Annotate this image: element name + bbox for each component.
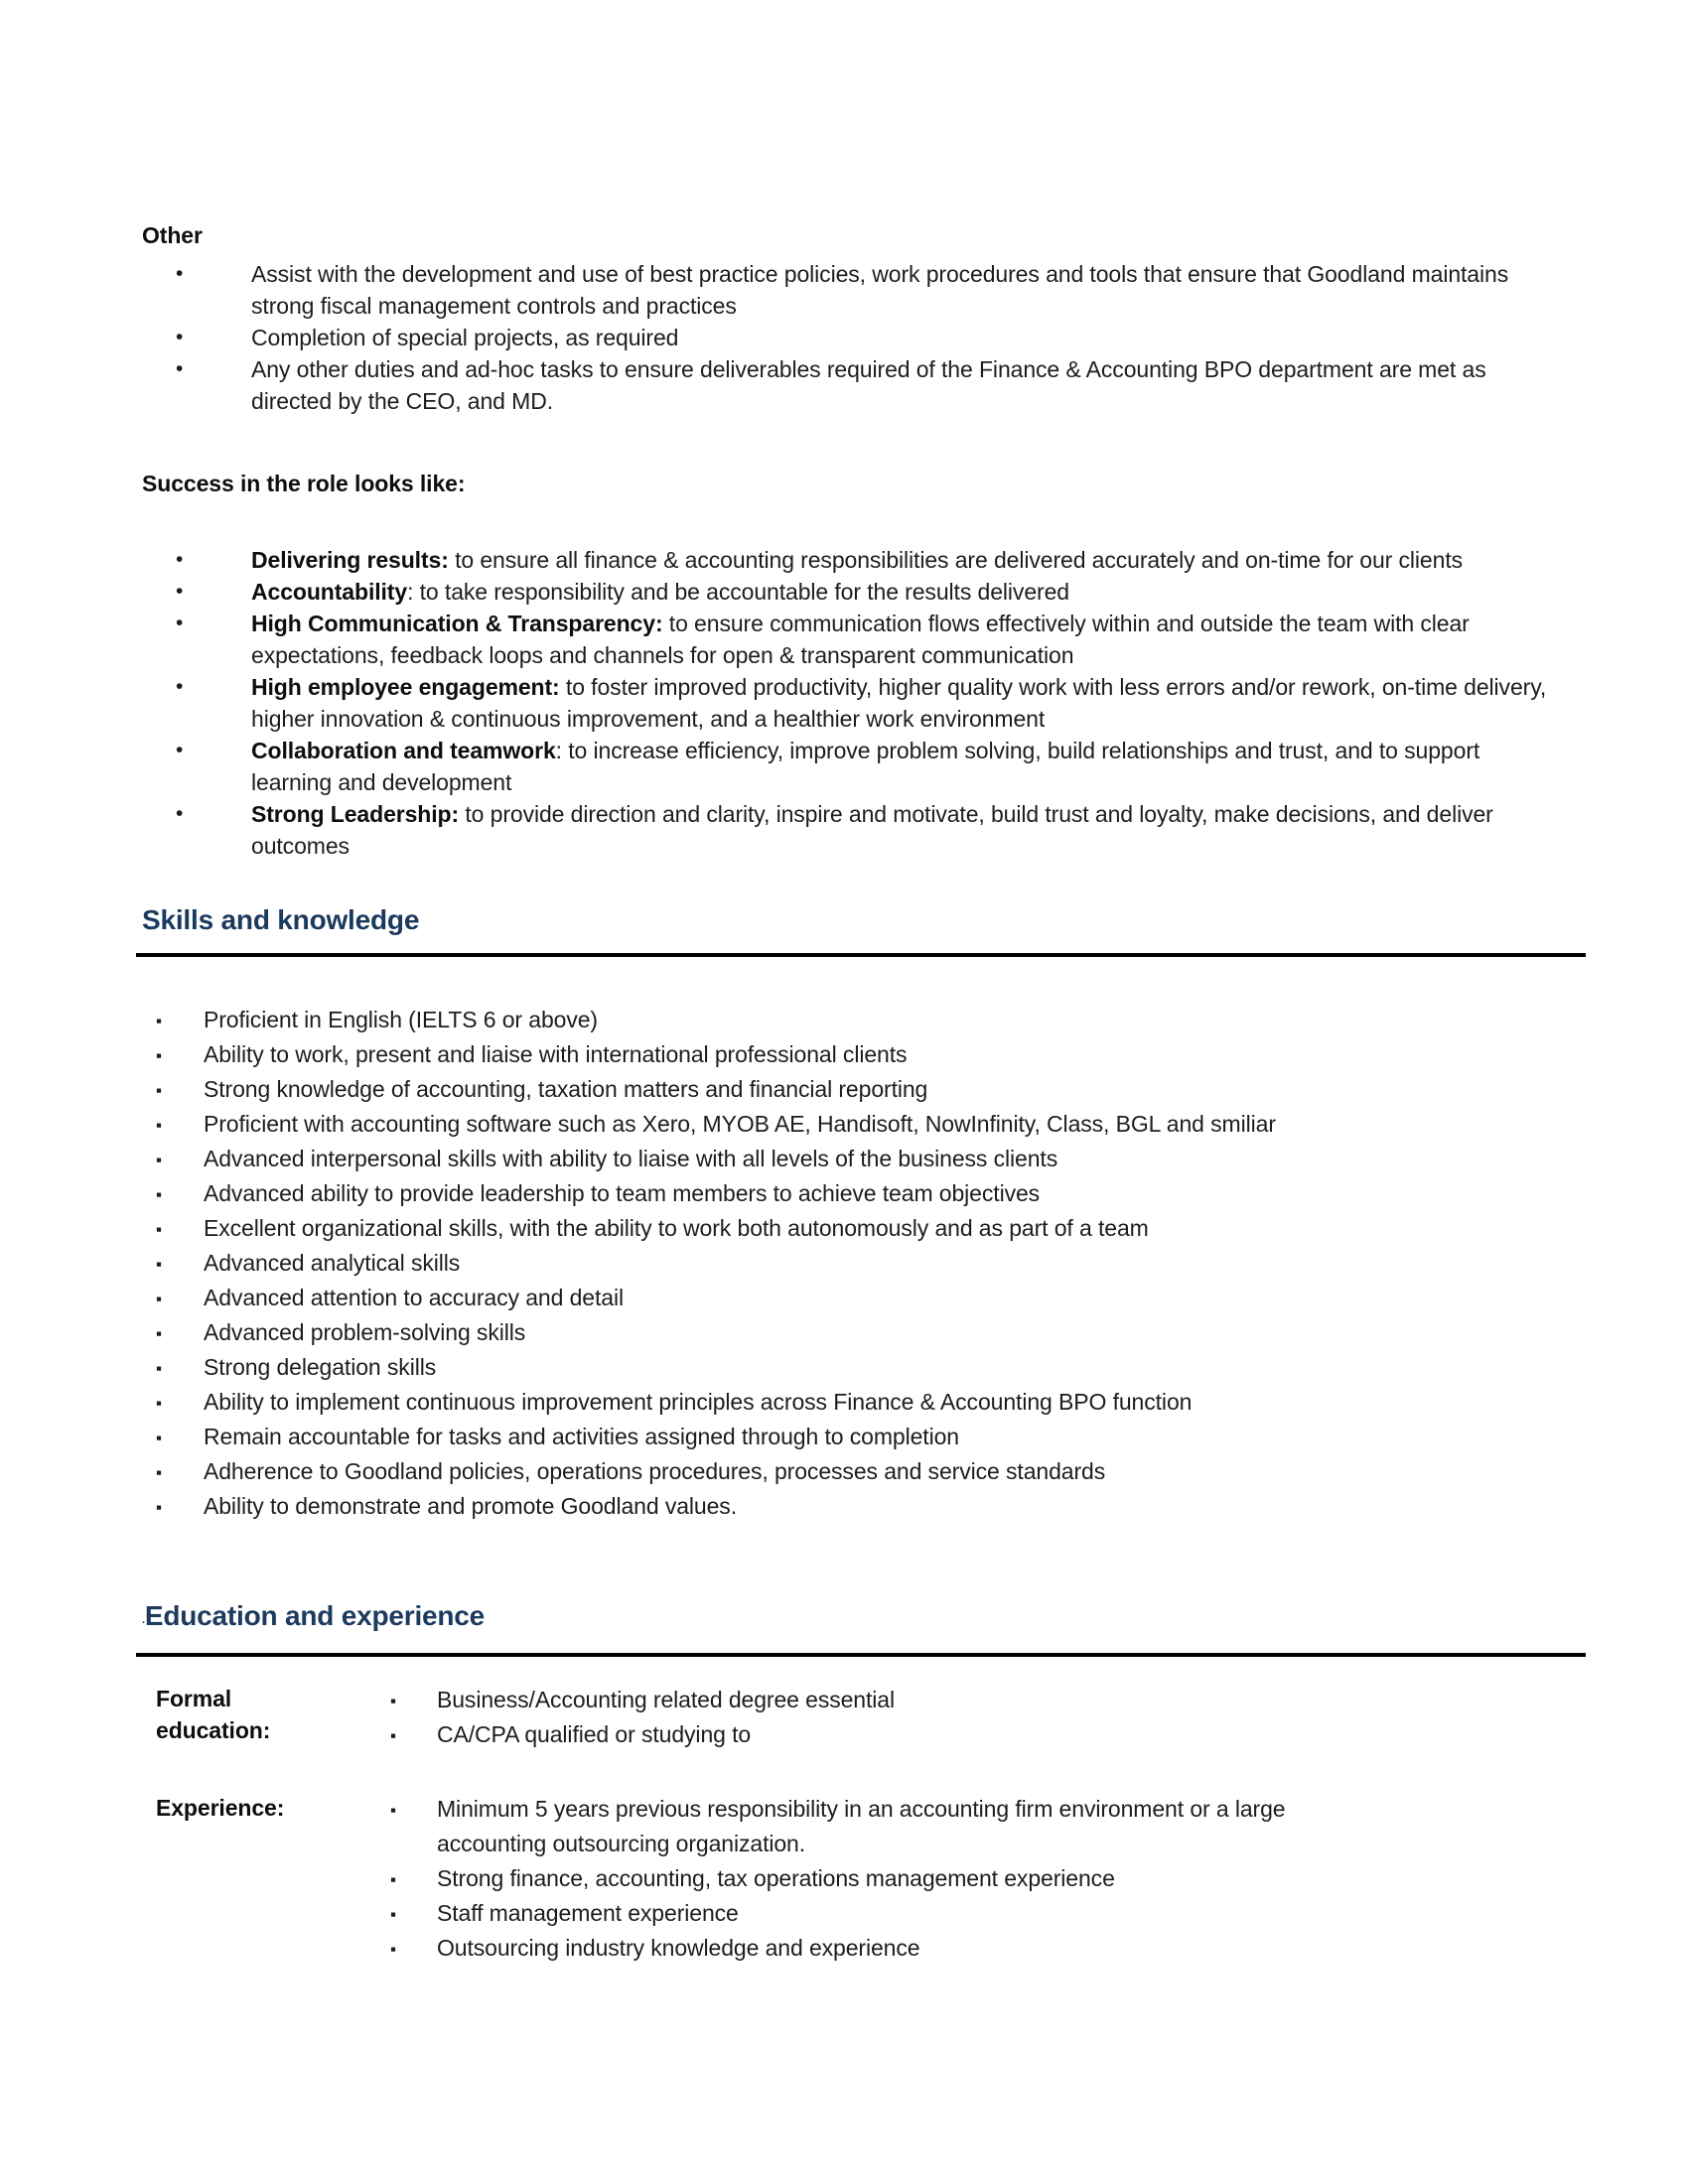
list-item-lead: High Communication & Transparency: bbox=[251, 611, 663, 636]
list-item bbox=[142, 1315, 1549, 1350]
list-item-text: Proficient with accounting software such as Xero, MYOB AE, Handisoft, NowInfinity, Class, BGL and smiliar bbox=[204, 1111, 1276, 1137]
bullet-icon bbox=[156, 1351, 162, 1386]
list-item-text: Strong knowledge of accounting, taxation matters and financial reporting bbox=[204, 1076, 928, 1102]
bullet-icon bbox=[156, 1073, 162, 1108]
list-item bbox=[142, 671, 1549, 735]
list-item-text: to ensure communication flows effectively within and outside the team with clear expectations, feedback loops and channels for open & transparent communication bbox=[251, 611, 1470, 668]
list-item bbox=[142, 1003, 1549, 1037]
bullet-icon bbox=[156, 1386, 162, 1421]
bullet-icon bbox=[176, 735, 183, 766]
list-item bbox=[142, 1385, 1549, 1420]
list-item-text: : to increase efficiency, improve problem solving, build relationships and trust, and to support learning and development bbox=[251, 738, 1480, 795]
bullet-icon bbox=[176, 608, 183, 639]
bullet-icon bbox=[176, 576, 183, 608]
list-item bbox=[142, 1037, 1549, 1072]
bullet-icon bbox=[156, 1038, 162, 1073]
bullet-icon bbox=[390, 1932, 396, 1967]
list-item bbox=[142, 1176, 1549, 1211]
list-item-text: Strong finance, accounting, tax operations management experience bbox=[437, 1865, 1115, 1891]
list-item bbox=[390, 1717, 895, 1752]
bullet-icon bbox=[176, 671, 183, 703]
bullet-icon bbox=[390, 1793, 396, 1828]
education-heading-text: Education and experience bbox=[144, 1600, 486, 1631]
education-rows bbox=[156, 1683, 1549, 1966]
list-item bbox=[142, 576, 1549, 608]
bullet-icon bbox=[156, 1212, 162, 1247]
list-item-text: : to take responsibility and be accountable for the results delivered bbox=[407, 579, 1069, 605]
list-item-text: Proficient in English (IELTS 6 or above) bbox=[204, 1007, 598, 1032]
list-item-text: Business/Accounting related degree essential bbox=[437, 1687, 896, 1712]
list-item bbox=[142, 1350, 1549, 1385]
education-row-formal bbox=[156, 1683, 1549, 1752]
list-item-lead: Strong Leadership: bbox=[251, 801, 460, 827]
list-item bbox=[142, 1107, 1549, 1142]
formal-education-list bbox=[390, 1683, 895, 1752]
bullet-icon bbox=[390, 1862, 396, 1897]
skills-heading: Skills and knowledge bbox=[142, 904, 420, 935]
bullet-icon bbox=[156, 1282, 162, 1316]
list-item-text: to foster improved productivity, higher quality work with less errors and/or rework, on-time delivery, higher innovation & continuous improvement, and a healthier work environment bbox=[251, 674, 1547, 732]
list-item-text: Ability to work, present and liaise with international professional clients bbox=[204, 1041, 908, 1067]
success-list bbox=[142, 544, 1549, 862]
bullet-icon bbox=[156, 1247, 162, 1282]
list-item-text: Remain accountable for tasks and activities assigned through to completion bbox=[204, 1424, 959, 1449]
list-item-lead: High employee engagement: bbox=[251, 674, 560, 700]
list-item-lead: Delivering results: bbox=[251, 547, 449, 573]
list-item-text: Adherence to Goodland policies, operations procedures, processes and service standards bbox=[204, 1458, 1106, 1484]
list-item-lead: Accountability bbox=[251, 579, 408, 605]
list-item-text: Ability to implement continuous improvement principles across Finance & Accounting BPO function bbox=[204, 1389, 1193, 1415]
bullet-icon bbox=[176, 258, 183, 290]
list-item bbox=[142, 1454, 1549, 1489]
bullet-icon bbox=[156, 1490, 162, 1525]
heading-prefix-dot: . bbox=[142, 1614, 145, 1626]
list-item-text: Excellent organizational skills, with the ability to work both autonomously and as part of a team bbox=[204, 1215, 1149, 1241]
section-education bbox=[142, 1599, 1549, 1966]
list-item bbox=[142, 353, 1549, 417]
experience-list bbox=[390, 1792, 1373, 1966]
list-item bbox=[142, 1072, 1549, 1107]
bullet-icon bbox=[176, 798, 183, 830]
list-item bbox=[142, 1211, 1549, 1246]
section-divider bbox=[136, 1653, 1586, 1657]
list-item bbox=[142, 735, 1549, 798]
section-skills bbox=[142, 903, 1549, 1524]
list-item-lead: Collaboration and teamwork bbox=[251, 738, 556, 763]
list-item-text: Minimum 5 years previous responsibility in an accounting firm environment or a large accounting outsourcing organization. bbox=[437, 1796, 1286, 1856]
list-item-text: to ensure all finance & accounting responsibilities are delivered accurately and on-time for our clients bbox=[448, 547, 1464, 573]
list-item-text: Staff management experience bbox=[437, 1900, 739, 1926]
bullet-icon bbox=[156, 1316, 162, 1351]
bullet-icon bbox=[176, 353, 183, 385]
list-item-text: Ability to demonstrate and promote Goodland values. bbox=[204, 1493, 737, 1519]
list-item-text: Any other duties and ad-hoc tasks to ensure deliverables required of the Finance & Accounting BPO department are met as directed by the CEO, and MD. bbox=[251, 356, 1486, 414]
list-item-text: Assist with the development and use of best practice policies, work procedures and tools that ensure that Goodland maintains strong fiscal management controls and practices bbox=[251, 261, 1509, 319]
list-item-text: Strong delegation skills bbox=[204, 1354, 437, 1380]
bullet-icon bbox=[390, 1718, 396, 1753]
bullet-icon bbox=[156, 1004, 162, 1038]
list-item bbox=[390, 1931, 1373, 1966]
list-item bbox=[142, 608, 1549, 671]
row-label: Formal education: bbox=[156, 1686, 271, 1743]
list-item bbox=[142, 1420, 1549, 1454]
bullet-icon bbox=[156, 1143, 162, 1177]
education-row-experience bbox=[156, 1792, 1549, 1966]
list-item bbox=[142, 1281, 1549, 1315]
list-item bbox=[142, 1246, 1549, 1281]
list-item bbox=[142, 798, 1549, 862]
list-item bbox=[142, 1489, 1549, 1524]
list-item-text: Advanced problem-solving skills bbox=[204, 1319, 526, 1345]
bullet-icon bbox=[176, 544, 183, 576]
bullet-icon bbox=[156, 1108, 162, 1143]
bullet-icon bbox=[390, 1684, 396, 1718]
list-item bbox=[142, 322, 1549, 353]
other-list bbox=[142, 258, 1549, 417]
list-item-text: Completion of special projects, as required bbox=[251, 325, 679, 350]
list-item-text: Advanced interpersonal skills with ability to liaise with all levels of the business clients bbox=[204, 1146, 1058, 1171]
success-heading: Success in the role looks like: bbox=[142, 471, 466, 496]
list-item bbox=[390, 1896, 1373, 1931]
list-item-text: Advanced analytical skills bbox=[204, 1250, 461, 1276]
list-item-text: CA/CPA qualified or studying to bbox=[437, 1721, 752, 1747]
list-item bbox=[142, 1142, 1549, 1176]
section-other bbox=[142, 220, 1549, 417]
row-label: Experience: bbox=[156, 1795, 285, 1821]
section-divider bbox=[136, 953, 1586, 957]
list-item-text: Advanced ability to provide leadership to team members to achieve team objectives bbox=[204, 1180, 1041, 1206]
other-heading: Other bbox=[142, 222, 203, 248]
list-item bbox=[390, 1683, 895, 1717]
bullet-icon bbox=[156, 1177, 162, 1212]
skills-list bbox=[142, 1003, 1549, 1524]
list-item bbox=[142, 544, 1549, 576]
section-success bbox=[142, 469, 1549, 862]
list-item-text: Advanced attention to accuracy and detail bbox=[204, 1285, 624, 1310]
list-item bbox=[390, 1861, 1373, 1896]
list-item-text: to provide direction and clarity, inspire and motivate, build trust and loyalty, make decisions, and deliver outcomes bbox=[251, 801, 1493, 859]
bullet-icon bbox=[156, 1455, 162, 1490]
bullet-icon bbox=[156, 1421, 162, 1455]
list-item bbox=[142, 258, 1549, 322]
bullet-icon bbox=[390, 1897, 396, 1932]
education-heading bbox=[142, 1599, 1549, 1637]
list-item-text: Outsourcing industry knowledge and experience bbox=[437, 1935, 920, 1961]
list-item bbox=[390, 1792, 1373, 1861]
bullet-icon bbox=[176, 322, 183, 353]
